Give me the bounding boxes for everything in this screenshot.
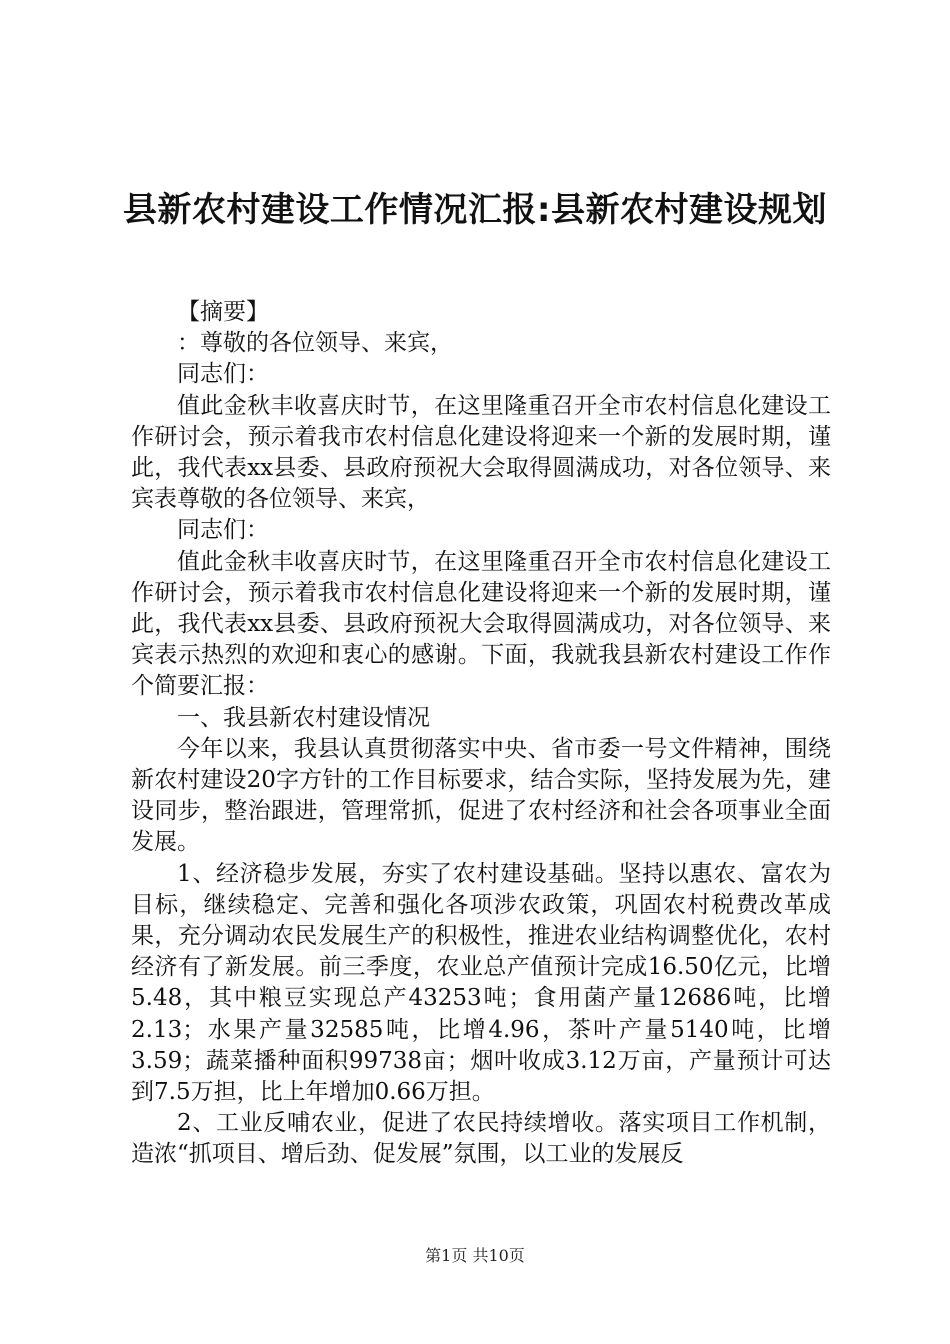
- document-title: 县新农村建设工作情况汇报:县新农村建设规划: [122, 190, 828, 230]
- economy-paragraph: 1、经济稳步发展，夯实了农村建设基础。坚持以惠农、富农为目标，继续稳定、完善和强化各项涉农政策，巩固农村税费改革成果，充分调动农民发展生产的积极性，推进农业结构调整优化，农村经济有了新发展。前三季度，农业总产值预计完成16.50亿元，比增5.48，其中粮豆实现总产43253吨；食用菌产量12686吨，比增2.13；水果产量32585吨，比增4.96，茶叶产量5140吨，比增3.59；蔬菜播种面积99738亩；烟叶收成3.12万亩，产量预计可达到7.5万担，比上年增加0.66万担。: [131, 860, 831, 1106]
- industry-paragraph: 2、工业反哺农业，促进了农民持续增收。落实项目工作机制，造浓“抓项目、增后劲、促发展”氛围，以工业的发展反: [131, 1110, 831, 1168]
- abstract-heading: 【摘要】: [177, 299, 269, 325]
- welcome-paragraph: 值此金秋丰收喜庆时节，在这里隆重召开全市农村信息化建设工作研讨会，预示着我市农村信息化建设将迎来一个新的发展时期，谨此，我代表xx县委、县政府预祝大会取得圆满成功，对各位领导、来宾表示热烈的欢迎和衷心的感谢。下面，我就我县新农村建设工作作个简要汇报：: [131, 548, 831, 700]
- section-heading-1: 一、我县新农村建设情况: [177, 704, 430, 731]
- opening-paragraph: 值此金秋丰收喜庆时节，在这里隆重召开全市农村信息化建设工作研讨会，预示着我市农村信息化建设将迎来一个新的发展时期，谨此，我代表xx县委、县政府预祝大会取得圆满成功，对各位领导、来宾表尊敬的各位领导、来宾，: [131, 392, 831, 513]
- document-body: [131, 297, 831, 1171]
- comrades-line: 同志们：: [177, 361, 269, 388]
- overview-paragraph: 今年以来，我县认真贯彻落实中央、省市委一号文件精神，围绕新农村建设20字方针的工作目标要求，结合实际，坚持发展为先，建设同步，整治跟进，管理常抓，促进了农村经济和社会各项事业全面发展。: [131, 735, 831, 856]
- page-number-footer: 第1页 共10页: [425, 1246, 525, 1265]
- comrades-line-2: 同志们：: [177, 517, 269, 544]
- salutation-line: ：尊敬的各位领导、来宾，: [177, 330, 453, 357]
